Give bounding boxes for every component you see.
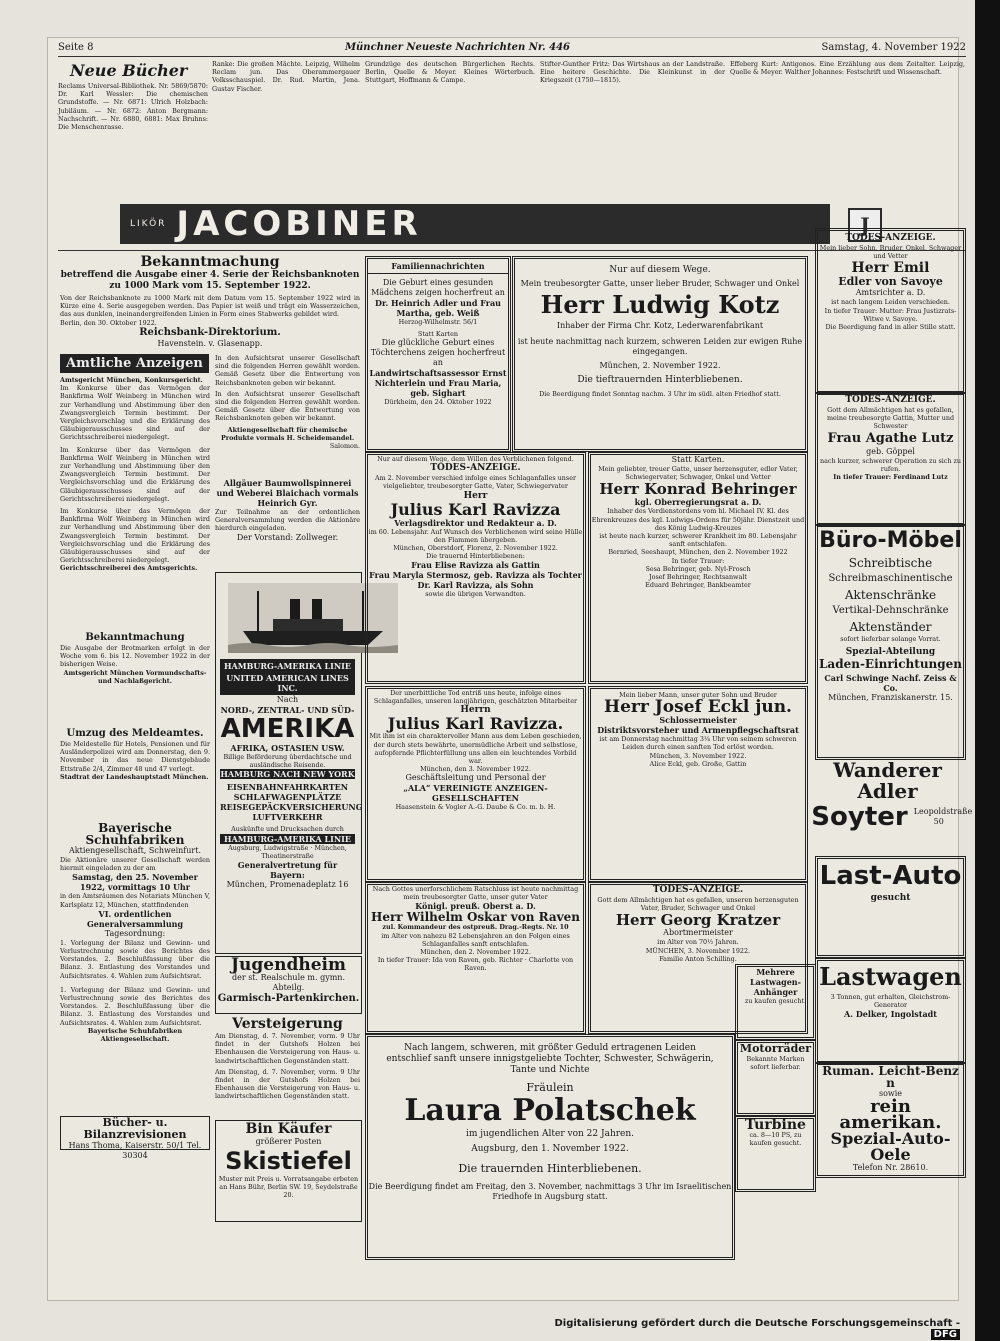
birth2-text: Die glückliche Geburt eines Töchterchens zeigen hocherfreut an <box>370 338 506 368</box>
schuhfabriken-close: Bayerische Schuhfabriken Aktiengesellschaft. <box>87 1026 183 1044</box>
ravizza1-date: München, Oberstdorf, Florenz, 2. November 1922. <box>393 544 558 553</box>
bekanntmachung-sign: Reichsbank-Direktorium. <box>139 326 281 338</box>
kotz-firm: Inhaber der Firma Chr. Kotz, Lederwarenfabrikant <box>556 321 764 330</box>
benzin-spezial: Spezial-Auto-Oele <box>830 1129 951 1164</box>
buero-l7: Spezial-Abteilung <box>845 647 936 658</box>
hapag-generalvertretung: Generalvertretung für Bayern: <box>237 860 338 881</box>
schuhfabriken-text: Die Aktionäre unserer Gesellschaft werden hiermit eingeladen zu der am <box>60 856 210 873</box>
schuhfabriken-sub: Aktiengesellschaft, Schweinfurt. <box>69 846 201 855</box>
soyter: Soyter <box>811 802 908 832</box>
books-col4: Stifter-Gunther Fritz: Das Wirtshaus an der Landstraße. Eine heitere Geschichte. Die Kleinkunst in der Kriegszeit (1750—1815). <box>540 60 725 85</box>
eckl-status: Schlossermeister <box>659 715 737 726</box>
raven-status: zul. Kommandeur des ostpreuß. Drag.-Regts. Nr. 10 <box>382 923 569 932</box>
hapag-nach: Nach <box>276 695 299 704</box>
ravizza1-herr: Herr <box>463 490 488 501</box>
soyter-address: Leopoldstraße 50 <box>913 807 973 826</box>
hapag-muenchen: München, Promenadeplatz 16 <box>226 880 349 890</box>
ravizza2-date: München, den 3. November 1922. <box>420 765 531 774</box>
raven-name: Herr Wilhelm Oskar von Raven <box>370 910 580 925</box>
kratzer-mourn: Familie Anton Schilling. <box>659 954 737 963</box>
turbine-title: Turbine <box>745 1117 806 1133</box>
birth1-names: Dr. Heinrich Adler und Frau Martha, geb. Weiß <box>375 298 501 318</box>
hapag-line14: HAMBURG-AMERIKA LINIE <box>220 834 355 844</box>
polatschek-name: Laura Polatschek <box>404 1093 696 1128</box>
behringer-name: Herr Konrad Behringer <box>599 480 797 499</box>
benzin-title: Ruman. Leicht-Benz n <box>822 1064 959 1090</box>
behringer-date: Bernried, Seeshaupt, München, den 2. November 1922 <box>608 548 788 557</box>
umzug-sign: Stadtrat der Landeshauptstadt München. <box>60 772 209 781</box>
lastwagen-text: 3 Tonnen, gut erhalten, Gleichstrom-Generator <box>830 993 951 1010</box>
hapag-billige: Billige Beförderung überdachtsche und ausländische Reisende. <box>223 753 352 770</box>
savoye-line2: ist nach langem Leiden verschieden. <box>831 298 950 307</box>
savoye-line1: Mein lieber Sohn, Bruder, Onkel, Schwager und Vetter <box>819 244 962 261</box>
revisionen-title: Bücher- u. Bilanzrevisionen <box>83 1116 187 1141</box>
kotz-line2: Mein treubesorgter Gatte, unser lieber Bruder, Schwager und Onkel <box>520 279 800 288</box>
behringer-obituary <box>588 452 808 684</box>
lutz-maiden: geb. Göppel <box>866 446 915 456</box>
umzug-meldeamt <box>60 728 210 820</box>
benzin-rein: rein amerikan. <box>839 1096 942 1133</box>
savoye-name1: Herr Emil <box>851 260 930 277</box>
polatschek-pre: Fräulein <box>526 1081 574 1094</box>
skistiefel: Skistiefel <box>225 1147 352 1175</box>
buero-l6: sofort lieferbar solange Vorrat. <box>840 635 941 643</box>
buero-l10: München, Franziskanerstr. 15. <box>828 693 953 703</box>
bin-kaeufer: Bin Käufer <box>245 1121 332 1137</box>
raven-rank: Königl. preuß. Oberst a. D. <box>415 901 536 912</box>
versteigerung-text: Am Dienstag, d. 7. November, vorm. 9 Uhr findet in der Gutshofs Holzen bei Ebenhausen die Versteigerung von Haus- u. landwirtschaftlichen Gegenständen statt. <box>215 1032 360 1065</box>
motorraeder-text: Bekannte Marken sofort lieferbar. <box>746 1055 805 1072</box>
dfg-logo: DFG <box>931 1329 960 1340</box>
skistiefel-contact: Muster mit Preis u. Vorratsangabe erbeten an Hans Bühr, Berlin SW. 19, Seydelstraße 20. <box>218 1175 359 1200</box>
ludwig-kotz-obituary <box>512 256 808 452</box>
ravizza2-ala: „ALA“ VEREINIGTE ANZEIGEN-GESELLSCHAFTEN <box>403 783 548 804</box>
ravizza1-m1: Frau Elise Ravizza als Gattin <box>411 560 540 571</box>
jugendheim-title: Jugendheim <box>231 955 346 975</box>
hapag-line2: UNITED AMERICAN LINES INC. <box>220 673 355 695</box>
last-auto-title: Last-Auto <box>819 861 962 891</box>
anhaenger-title: Mehrere Lastwagen-Anhänger <box>750 967 801 997</box>
bekanntmachung-reichsbank <box>60 254 360 350</box>
ravizza1-mourn: Die trauernd Hinterbliebenen: <box>426 552 525 561</box>
lutz-obituary <box>815 392 966 526</box>
bekanntmachung2-title: Bekanntmachung <box>85 632 185 643</box>
savoye-line3: In tiefer Trauer: Mutter: Frau Justizrats-Witwe v. Savoye. <box>824 306 957 323</box>
hapag-luftverkehr: LUFTVERKEHR <box>252 812 323 823</box>
hamburg-amerika-linie-ad <box>215 572 362 954</box>
aufsichtsrat-text-repeat: In den Aufsichtsrat unserer Gesellschaft sind die folgenden Herren gewählt worden. Gemäß Gesetz über die Entwertung von Reichsbanknoten geben wir bekannt. <box>215 389 360 423</box>
hapag-ny: HAMBURG NACH NEW YORK <box>220 769 355 780</box>
skistiefel-ad <box>215 1120 362 1222</box>
bekanntmachung-2 <box>60 632 210 726</box>
lutz-name: Frau Agathe Lutz <box>827 430 954 446</box>
polatschek-l2: entschlief sanft unsere innigstgeliebte Tochter, Schwester, Schwägerin, <box>386 1054 714 1064</box>
bekanntmachung-subtitle: betreffend die Ausgabe einer 4. Serie der Reichsbanknoten zu 1000 Mark vom 15. September 1922. <box>60 270 360 291</box>
hapag-afrika: AFRIKA, OSTASIEN USW. <box>230 743 345 753</box>
savoye-title: TODES-ANZEIGE. <box>845 233 936 243</box>
kratzer-l1: Gott dem Allmächtigen hat es gefallen, unseren herzensguten Vater, Bruder, Schwager und Onkel <box>597 896 799 913</box>
polatschek-date: Augsburg, den 1. November 1922. <box>471 1144 629 1154</box>
umzug-text: Die Meldestelle für Hotels, Pensionen und für Ausländerpolizei wird am Donnerstag, den 9. November in das neue Dienstgebäude Ettstraße 2/4, Zimmer 48 und 47 verlegt. <box>60 740 210 773</box>
eckl-obituary <box>588 686 808 882</box>
lutz-line1: Gott dem Allmächtigen hat es gefallen, meine treubesorgte Gattin, Mutter und Schwester <box>826 406 955 431</box>
anhaenger-ad <box>735 964 816 1040</box>
polatschek-funeral: Die Beerdigung findet am Freitag, den 3. November, nachmittags 3 Uhr im Israelitischen Friedhofe in Augsburg statt. <box>368 1182 732 1201</box>
hapag-reisegepaeck: REISEGEPÄCKVERSICHERUNG <box>220 802 363 813</box>
umzug-title: Umzug des Meldeamtes. <box>66 728 204 739</box>
jacobiner-logo: J <box>848 208 882 242</box>
raven-date: München, den 2. November 1922. <box>420 948 531 957</box>
aufsichtsrat-notice <box>215 354 360 474</box>
allgaeuer-notice <box>215 478 360 568</box>
schuhfabriken-date: Samstag, den 25. November 1922, vormittags 10 Uhr <box>72 872 198 893</box>
adler: Adler <box>857 779 918 803</box>
behringer-m1: Sesa Behringer, geb. Nyl-Frosch <box>645 564 751 573</box>
lutz-title: TODES-ANZEIGE. <box>845 395 936 405</box>
last-auto-gesucht: gesucht <box>870 893 911 903</box>
benzin-phone: Telefon Nr. 28610. <box>852 1163 929 1172</box>
ravizza1-l1: Am 2. November verschied infolge eines Schlaganfalles unser vielgeliebter, treubesorgter Gatte, Vater, Schwiegervater <box>374 474 577 491</box>
schuhfabriken-title: Bayerische Schuhfabriken <box>85 821 185 847</box>
gerichtsschreiberei: Gerichtsschreiberei des Amtsgerichts. <box>60 564 198 573</box>
books-col3: Grundzüge des deutschen Bürgerlichen Rechts. Berlin, Quelle & Meyer. Kleines Wörterbuch. Stuttgart, Hoffmann & Campe. <box>365 60 535 85</box>
savoye-status: Amtsrichter a. D. <box>855 288 926 298</box>
aufsichtsrat-text: In den Aufsichtsrat unserer Gesellschaft sind die folgenden Herren gewählt worden. Gemäß Gesetz über die Entwertung von Reichsbanknoten geben wir bekannt. <box>215 354 360 387</box>
behringer-m2: Josef Behringer, Rechtsanwalt <box>649 573 747 582</box>
schuhfabriken-place: in den Amtsräumen des Notariats München V, Karlsplatz 12, München, stattfindenden <box>60 892 210 909</box>
neue-buecher-column <box>58 58 208 198</box>
hapag-text-area <box>220 659 363 890</box>
eckl-status2: Distriktsvorsteher und Armenpflegschaftsrat <box>597 725 799 736</box>
groesserer-posten: größerer Posten <box>255 1137 322 1146</box>
buero-l5: Aktenständer <box>849 620 932 634</box>
bekanntmachung-body: Von der Reichsbanknote zu 1000 Mark mit dem Datum vom 15. September 1922 wird in Kürze eine 4. Serie ausgegeben werden. Das Papier ist weiß und trägt ein Wasserzeichen, das aus dunklen, ineinandergreifenden Linien in Form eines Stabwerks gebildet wird. <box>60 294 360 319</box>
schuhfabriken-items-repeat: 1. Vorlegung der Bilanz und Gewinn- und Verlustrechnung sowie des Berichtes des Vorstandes. 2. Beschlußfassung über die Bilanz. 3. Entlastung des Vorstandes und Aufsichtsrates. 4. Wahlen zum Aufsichtsrat. <box>60 985 210 1027</box>
ravizza2-herrn: Herrn <box>460 705 491 716</box>
ravizza1-status: Verlagsdirektor und Redakteur a. D. <box>394 517 557 528</box>
lastwagen-title: Lastwagen <box>819 962 962 991</box>
revisionen-contact: Hans Thoma, Kaiserstr. 50/1 Tel. 30304 <box>68 1141 202 1160</box>
behringer-mourn: In tiefer Trauer: <box>671 556 725 565</box>
ravizza1-l2: im 60. Lebensjahr. Auf Wunsch des Verblichenen wird seine Hülle den Flammen übergeben. <box>368 527 583 544</box>
kotz-line3: ist heute nachmittag nach kurzem, schweren Leiden zur ewigen Ruhe eingegangen. <box>517 337 803 356</box>
amtliche-anzeigen <box>60 352 210 632</box>
eckl-mourn: Alice Eckl, geb. Große, Gattin <box>649 759 747 768</box>
kotz-funeral: Die Beerdigung findet Sonntag nachm. 3 Uhr im südl. alten Friedhof statt. <box>539 390 781 398</box>
hapag-regions: NORD-, ZENTRAL- UND SÜD- <box>220 705 355 715</box>
hapag-schlafwagen: SCHLAFWAGENPLÄTZE <box>233 792 342 803</box>
buero-l9: Carl Schwinge Nachf. Zeiss & Co. <box>824 673 957 694</box>
schuhfabriken-tagesordnung: Tagesordnung: <box>104 928 166 938</box>
ravizza-obituary-family <box>365 452 586 684</box>
likor-label: LIKÖR <box>130 219 167 229</box>
page-header <box>58 42 966 57</box>
jacobiner-liqueur-ad <box>120 204 870 244</box>
savoye-obituary <box>815 228 966 394</box>
schuhfabriken-items: 1. Vorlegung der Bilanz und Gewinn- und Verlustrechnung sowie des Berichtes des Vorstandes. 2. Beschlußfassung über die Bilanz. 3. Entlastung des Vorstandes und Aufsichtsrates. 4. Wahlen zum Aufsichtsrat. <box>60 938 210 980</box>
savoye-name2: Edler von Savoye <box>838 275 943 289</box>
ravizza2-sig: Geschäftsleitung und Personal der <box>405 773 546 783</box>
ravizza1-pre: Nur auf diesem Wege, dem Willen des Verblichenen folgend. <box>377 455 574 463</box>
last-auto-ad <box>815 856 966 958</box>
kotz-date: München, 2. November 1922. <box>599 361 721 370</box>
behringer-status: kgl. Oberregierungsrat a. D. <box>634 497 762 508</box>
turbine-text: ca. 8—10 PS, zu kaufen gesucht. <box>749 1131 802 1148</box>
birth2-names: Landwirtschaftsassessor Ernst Nichterlein und Frau Maria, geb. Sighart <box>369 368 507 399</box>
kotz-sig: Die tieftrauernden Hinterbliebenen. <box>577 375 743 385</box>
buero-l8: Laden-Einrichtungen <box>818 657 963 672</box>
familiennachrichten-title: Familiennachrichten <box>368 259 508 274</box>
benzin-sowie: sowie <box>878 1089 903 1098</box>
neue-buecher-title: Neue Bücher <box>70 61 188 80</box>
jugendheim-ad <box>215 956 362 1014</box>
raven-obituary <box>365 882 586 1034</box>
wanderer-adler-ad <box>811 758 973 850</box>
versteigerung-title: Versteigerung <box>232 1016 343 1032</box>
kotz-line1: Nur auf diesem Wege. <box>609 265 711 275</box>
buero-l4: Vertikal-Dehnschränke <box>832 605 949 616</box>
raven-mourn: In tiefer Trauer: Ida von Raven, geb. Richter · Charlotte von Raven. <box>377 956 574 973</box>
hapag-eisenbahn: EISENBAHNFAHRKARTEN <box>226 782 349 793</box>
birth1-address: Herzog-Wilhelmstr. 56/1 <box>398 318 478 326</box>
behringer-pre: Statt Karten. <box>671 455 725 464</box>
ravizza1-m2: Frau Maryla Stermosz, geb. Ravizza als Tochter <box>369 570 582 581</box>
lastwagen-firm: A. Delker, Ingolstadt <box>844 1009 937 1020</box>
page-number: Seite 8 <box>58 42 94 53</box>
issue-date: Samstag, 4. November 1922 <box>821 42 966 53</box>
lastwagen-ad <box>815 958 966 1064</box>
amtliche-anzeigen-tab: Amtliche Anzeigen <box>60 354 209 373</box>
eckl-l2: ist am Donnerstag nachmittag 3¼ Uhr von seinem schweren Leiden durch einen sanften Tod erlöst worden. <box>599 735 797 752</box>
behringer-l1: Mein geliebter, treuer Gatte, unser herzensguter, edler Vater, Schwiegervater, Schwager, Onkel und Vetter <box>598 465 798 482</box>
polatschek-l3: Tante und Nichte <box>510 1065 590 1075</box>
bekanntmachung-names: Havenstein. v. Glasenapp. <box>157 338 263 348</box>
bekanntmachung2-text: Die Ausgabe der Brotmarken erfolgt in der Woche vom 6. bis 12. November 1922 in der bisherigen Weise. <box>60 644 210 669</box>
schuhfabriken-notice <box>60 822 210 1114</box>
jacobiner-name: JACOBINER <box>176 204 422 244</box>
ravizza-obituary-ala <box>365 686 586 882</box>
kratzer-title: TODES-ANZEIGE. <box>652 885 744 895</box>
konkurs-text: Im Konkurse über das Vermögen der Bankfirma Wolf Weinberg in München wird zur Verhandlung und Abstimmung über den Zwangsvergleich Termin bestimmt. Der Vergleichsvorschlag und die Erklärung des Gläubigerausschusses sind auf der Gerichtsschreiberei niedergelegt. <box>60 384 210 442</box>
ravizza2-l1: Der unerbittliche Tod entriß uns heute, infolge eines Schlaganfalles, unseren langjährigen, geschätzten Mitarbeiter <box>373 689 578 706</box>
ravizza2-ala2: Haasenstein & Vogler A.-G. Daube & Co. m. b. H. <box>395 803 556 812</box>
newspaper-title: Münchner Neueste Nachrichten Nr. 446 <box>344 42 571 53</box>
ravizza2-name: Julius Karl Ravizza. <box>387 714 564 734</box>
motorraeder-title: Motorräder <box>739 1042 812 1055</box>
behringer-l2: Inhaber des Verdienstordens vom hl. Michael IV. Kl. des Ehrenkreuzes des kgl. Ludwigs-Ordens für 50jähr. Dienstzeit und des König Ludwig-Kreuzes <box>591 507 805 532</box>
allgaeuer-title: Allgäuer Baumwollspinnerei und Weberei Blaichach vormals Heinrich Gyr. <box>216 478 359 508</box>
konkurs-text-repeat2: Im Konkurse über das Vermögen der Bankfirma Wolf Weinberg in München wird zur Verhandlung und Abstimmung über den Zwangsvergleich Termin bestimmt. Der Vergleichsvorschlag und die Erklärung des Gläubigerausschusses sind auf der Gerichtsschreiberei niedergelegt. <box>60 507 210 565</box>
eckl-date: München, 3. November 1922. <box>649 751 747 760</box>
konkurs-text-repeat: Im Konkurse über das Vermögen der Bankfirma Wolf Weinberg in München wird zur Verhandlung und Abstimmung über den Zwangsvergleich Termin bestimmt. Der Vergleichsvorschlag und die Erklärung des Gläubigerausschusses sind auf der Gerichtsschreiberei niedergelegt. <box>60 445 210 503</box>
dfg-footer-text: Digitalisierung gefördert durch die Deutsche Forschungsgemeinschaft - <box>554 1318 960 1329</box>
buero-l2: Schreibmaschinentische <box>828 573 953 584</box>
eckl-l1: Mein lieber Mann, unser guter Sohn und Bruder <box>619 691 777 699</box>
benzin-oel-ad <box>815 1062 966 1178</box>
ravizza1-m3: Dr. Karl Ravizza, als Sohn <box>417 580 534 591</box>
buero-title: Büro-Möbel <box>819 528 962 553</box>
ravizza1-name: Julius Karl Ravizza <box>390 499 561 519</box>
konkursgericht-heading: Amtsgericht München, Konkursgericht. <box>60 376 203 384</box>
polatschek-l4: im jugendlichen Alter von 22 Jahren. <box>465 1129 635 1139</box>
books-col5: Effeberg Kurt: Antigonos. Eine Erzählung aus dem Zeitalter. Leipzig, Quelle & Meyer. Walther Johannes: Festschrift und Wissenschaft. <box>730 60 965 77</box>
scheidemandel-box: Aktiengesellschaft für chemische Produkte vormals H. Scheidemandel. <box>220 425 355 442</box>
scheidemandel-sig: Salomon. <box>329 442 360 451</box>
ravizza2-l2: Mit ihm ist ein charaktervoller Mann aus dem Leben geschieden, der durch stets bewährte, unermüdliche Arbeit und selbstlose, aufopfernde Pflichterfüllung uns allen ein leuchtendes Vorbild war. <box>369 732 582 766</box>
birth2-pre: Statt Karten <box>417 330 459 339</box>
polatschek-obituary <box>365 1034 735 1260</box>
allgaeuer-text: Zur Teilnahme an der ordentlichen Generalversammlung werden die Aktionäre hierdurch eingeladen. <box>215 508 360 533</box>
jugendheim-sub: der st. Realschule m. gymn. Abteilg. <box>231 973 346 992</box>
anhaenger-text: zu kaufen gesucht. <box>744 997 807 1005</box>
lutz-line2: nach kurzer, schwerer Operation zu sich zu rufen. <box>819 456 962 473</box>
lutz-sig: In tiefer Trauer: Ferdinand Lutz <box>833 473 948 482</box>
familiennachrichten-box <box>365 256 511 452</box>
dfg-footer <box>520 1318 960 1340</box>
vormundschaft-heading: Amtsgericht München Vormundschafts- und Nachlaßgericht. <box>63 668 207 685</box>
birth1-text: Die Geburt eines gesunden Mädchens zeigen hocherfreut an <box>371 278 505 297</box>
wanderer: Wanderer <box>833 758 942 782</box>
eckl-name: Herr Josef Eckl jun. <box>604 697 792 718</box>
buero-l3: Aktenschränke <box>844 588 937 602</box>
schuhfabriken-gv: VI. ordentlichen Generalversammlung <box>86 908 184 929</box>
versteigerung-text-repeat: Am Dienstag, d. 7. November, vorm. 9 Uhr findet in der Gutshofs Holzen bei Ebenhausen die Versteigerung von Haus- u. landwirtschaftlichen Gegenständen statt. <box>215 1067 360 1101</box>
hapag-augsburg: Augsburg, Ludwigstraße · München, Theatinerstraße <box>228 843 347 860</box>
polatschek-sig: Die trauernden Hinterbliebenen. <box>458 1162 642 1175</box>
kratzer-l2: im Alter von 70½ Jahren. <box>657 938 739 947</box>
savoye-funeral: Die Beerdigung fand in aller Stille statt. <box>825 323 956 332</box>
ravizza1-m4: sowie die übrigen Verwandten. <box>425 590 526 599</box>
kratzer-status: Abortmermeister <box>663 928 733 938</box>
jugendheim-place: Garmisch-Partenkirchen. <box>217 993 360 1004</box>
raven-l1: Nach Gottes unerforschlichem Ratschluss ist heute nachmittag mein treubesorgter Gatte, unser guter Vater <box>372 885 579 902</box>
birth2-place: Dürkheim, den 24. Oktober 1922 <box>384 398 492 407</box>
turbine-ad <box>735 1116 816 1192</box>
behringer-m3: Eduard Behringer, Bankbeamter <box>645 581 751 590</box>
polatschek-l1: Nach langem, schweren, mit größter Geduld ertragenen Leiden <box>404 1043 696 1053</box>
scan-binding-edge <box>975 0 1000 1341</box>
buero-moebel-ad <box>815 524 966 760</box>
bekanntmachung-title: Bekanntmachung <box>140 254 280 270</box>
kratzer-name: Herr Georg Kratzer <box>615 911 781 930</box>
hapag-amerika: AMERIKA <box>220 714 355 744</box>
kratzer-date: MÜNCHEN, 3. November 1922. <box>645 946 751 955</box>
versteigerung-ad <box>215 1016 360 1116</box>
motorraeder-ad <box>735 1040 816 1116</box>
hapag-auskuenfte: Auskünfte und Drucksachen durch <box>231 825 344 834</box>
raven-l2: im Alter von nahezu 82 Lebensjahren an den Folgen eines Schlaganfalles sanft entschlafen. <box>381 931 570 948</box>
hapag-line1: HAMBURG-AMERIKA LINIE <box>220 659 355 673</box>
kotz-name: Herr Ludwig Kotz <box>540 290 780 319</box>
behringer-l3: ist heute nach kurzer, schwerer Krankheit im 80. Lebensjahr sanft entschlafen. <box>599 532 797 549</box>
bekanntmachung-date: Berlin, den 30. Oktober 1922. <box>60 318 157 327</box>
buero-l1: Schreibtische <box>848 556 933 570</box>
neue-buecher-text: Reclams Universal-Bibliothek. Nr. 5869/5870: Dr. Karl Wessler: Die chemischen Grundstoffe. — Nr. 6871: Ulrich Holzbach: Jubiläum. — Nr. 6872: Anton Bergmann: Nachschrift. — Nr. 6880, 6881: Max Bruhns: Die Menschenrasse. <box>58 82 208 132</box>
books-col2: Ranke: Die großen Mächte. Leipzig, Wilhelm Reclam jun. Das Oberammergauer Volksschauspiel. Dr. Rud. Martin, Jena. Gustav Fischer. <box>212 60 360 93</box>
allgaeuer-sig: Der Vorstand: Zollweger. <box>236 532 339 542</box>
buecher-revisionen-ad <box>60 1116 210 1160</box>
ravizza1-title: TODES-ANZEIGE. <box>430 463 521 474</box>
